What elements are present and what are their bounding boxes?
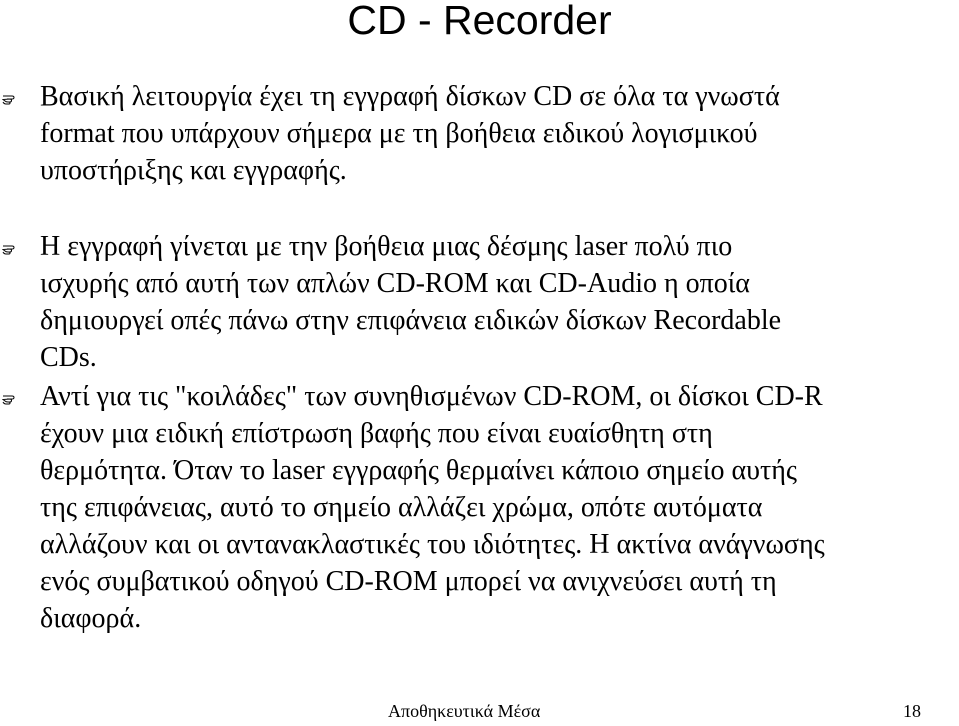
- slide-title: CD - Recorder: [347, 0, 612, 43]
- bullet-line: έχουν μια ειδική επίστρωση βαφής που είναι ευαίσθητη στη: [40, 418, 713, 449]
- page-number: 18: [903, 701, 921, 721]
- footer-title: Αποθηκευτικά Μέσα: [388, 701, 541, 721]
- bullet-line: Βασική λειτουργία έχει τη εγγραφή δίσκων CD σε όλα τα γνωστά: [40, 81, 780, 112]
- bullet-line: δημιουργεί οπές πάνω στην επιφάνεια ειδικών δίσκων Recordable: [40, 305, 782, 336]
- bullet-line: αλλάζουν και οι αντανακλαστικές του ιδιότητες. Η ακτίνα ανάγνωσης: [40, 529, 825, 560]
- bullet-line: format που υπάρχουν σήμερα με τη βοήθεια ειδικού λογισμικού: [40, 118, 758, 149]
- bullet-line: διαφορά.: [40, 603, 142, 634]
- bullet-line: υποστήριξης και εγγραφής.: [40, 155, 347, 186]
- bullet-line: της επιφάνειας, αυτό το σημείο αλλάζει χρώμα, οπότε αυτόματα: [40, 492, 763, 523]
- bullet-line: Η εγγραφή γίνεται με την βοήθεια μιας δέσμης laser πολύ πιο: [40, 231, 733, 262]
- bullet-text: [40, 228, 955, 376]
- bullet-line: ενός συμβατικού οδηγού CD-ROM μπορεί να ανιχνεύσει αυτή τη: [40, 566, 777, 597]
- pointing-hand-icon: [2, 390, 18, 406]
- bullet-line: ισχυρής από αυτή των απλών CD-ROM και CD-Audio η οποία: [40, 268, 750, 299]
- pointing-hand-icon: [2, 90, 18, 106]
- bullet-line: Αντί για τις "κοιλάδες" των συνηθισμένων CD-ROM, οι δίσκοι CD-R: [40, 381, 823, 412]
- pointing-hand-icon: [2, 240, 18, 256]
- bullet-line: θερμότητα. Όταν το laser εγγραφής θερμαίνει κάποιο σημείο αυτής: [40, 455, 797, 486]
- bullet-text: [40, 378, 955, 637]
- bullet-text: [40, 78, 955, 189]
- bullet-line: CDs.: [40, 342, 97, 373]
